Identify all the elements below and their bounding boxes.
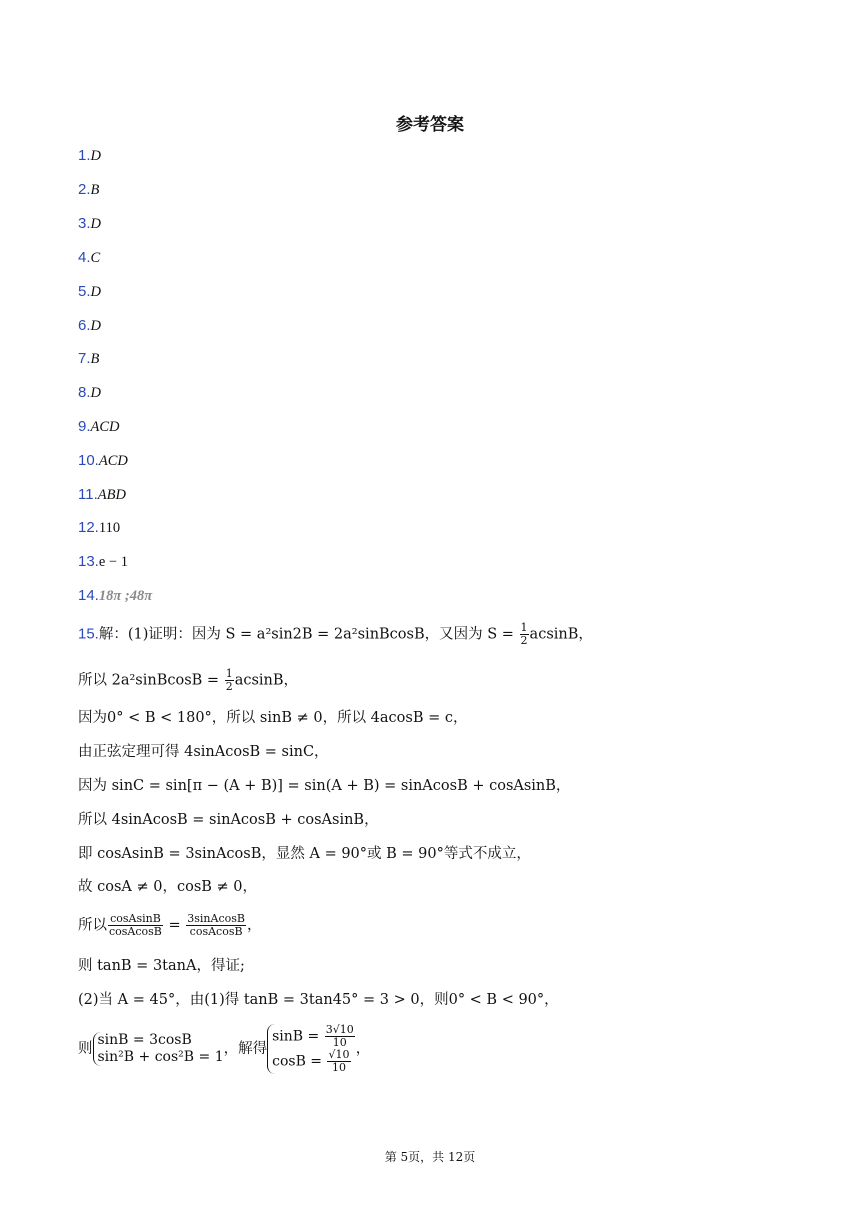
answer-value: e − 1 bbox=[98, 554, 128, 570]
answer-number: 13. bbox=[78, 553, 99, 570]
solution-line: (2)当 A = 45°，由(1)得 tanB = 3tan45° = 3 > 0，则0° < B < 90°， bbox=[78, 992, 559, 1008]
answer-number: 8. bbox=[78, 384, 91, 401]
answer-value: C bbox=[90, 250, 101, 266]
solution-text: 则 bbox=[78, 1041, 93, 1057]
answer-item bbox=[78, 586, 152, 606]
answer-number: 2. bbox=[78, 181, 91, 198]
answer-value: D bbox=[90, 318, 101, 334]
answer-number: 15. bbox=[78, 625, 99, 643]
answer-item bbox=[78, 518, 120, 538]
solution-text: acsinB， bbox=[529, 626, 593, 643]
fraction bbox=[108, 913, 163, 938]
solution-text: 所以 bbox=[78, 917, 107, 934]
answer-number: 5. bbox=[78, 283, 91, 300]
answer-item bbox=[78, 316, 101, 336]
answer-value: B bbox=[90, 351, 100, 367]
answer-item bbox=[78, 451, 128, 471]
answer-value: D bbox=[90, 284, 101, 300]
solution-line: 由正弦定理可得 4sinAcosB = sinC， bbox=[78, 744, 329, 760]
answer-item bbox=[78, 146, 101, 166]
answer-value: ACD bbox=[90, 419, 120, 435]
answer-number: 4. bbox=[78, 249, 91, 266]
answer-item bbox=[78, 417, 120, 437]
equation-system bbox=[93, 1032, 224, 1066]
fraction bbox=[186, 913, 246, 938]
answer-number: 3. bbox=[78, 215, 91, 232]
system-equation: sinB = 3cosB bbox=[97, 1032, 192, 1048]
solution-text: ， bbox=[246, 917, 262, 934]
answer-item bbox=[78, 485, 126, 505]
fraction bbox=[327, 1049, 350, 1074]
answer-item bbox=[78, 282, 101, 302]
fraction bbox=[225, 668, 234, 693]
answer-value: 110 bbox=[98, 520, 121, 536]
fraction-denominator: cosAcosB bbox=[109, 925, 162, 938]
answer-item bbox=[78, 214, 101, 234]
fraction-numerator: cosAsinB bbox=[108, 913, 163, 926]
fraction-numerator: 3√10 bbox=[325, 1023, 354, 1036]
solution-line: 则 tanB = 3tanA，得证; bbox=[78, 958, 245, 974]
answer-value: B bbox=[90, 182, 100, 198]
solution-line: 所以 4sinAcosB = sinAcosB + cosAsinB， bbox=[78, 812, 379, 828]
answer-number: 11. bbox=[78, 486, 98, 503]
fraction-denominator: 10 bbox=[331, 1061, 346, 1074]
fraction-numerator: 1 bbox=[520, 621, 528, 634]
answer-value: 18π ;48π bbox=[98, 588, 153, 604]
answer-number: 6. bbox=[78, 317, 91, 334]
answer-item bbox=[78, 383, 101, 403]
answer-value: D bbox=[90, 216, 101, 232]
answer-value: ACD bbox=[98, 453, 128, 469]
solution-text: acsinB， bbox=[234, 672, 299, 689]
answer-item bbox=[78, 180, 99, 200]
fraction-numerator: 3sinAcosB bbox=[187, 912, 245, 925]
solution-line: 因为0° < B < 180°，所以 sinB ≠ 0，所以 4acosB = c， bbox=[78, 710, 468, 726]
fraction-denominator: 10 bbox=[332, 1036, 347, 1049]
solution-line bbox=[78, 622, 593, 647]
solution-equation bbox=[272, 1024, 356, 1049]
answer-number: 9. bbox=[78, 418, 91, 435]
fraction-denominator: cosAcosB bbox=[189, 925, 243, 938]
page-title: 参考答案 bbox=[396, 115, 464, 135]
solution-system bbox=[267, 1024, 356, 1074]
solution-line bbox=[78, 913, 261, 938]
answer-item bbox=[78, 248, 100, 268]
fraction-denominator: 2 bbox=[520, 634, 528, 647]
fraction-denominator: 2 bbox=[225, 680, 233, 693]
answer-value: D bbox=[90, 385, 101, 401]
page-footer: 第 5页，共 12页 bbox=[384, 1150, 476, 1164]
answer-number: 10. bbox=[78, 452, 99, 469]
solution-line: 故 cosA ≠ 0，cosB ≠ 0， bbox=[78, 879, 258, 895]
solution-text: 解：(1)证明：因为 S = a²sin2B = 2a²sinBcosB，又因为 S = bbox=[98, 626, 519, 643]
solution-line: 因为 sinC = sin[π − (A + B)] = sin(A + B) = sinAcosB + cosAsinB， bbox=[78, 778, 571, 794]
answer-value: D bbox=[90, 148, 101, 164]
fraction-numerator: √10 bbox=[328, 1048, 350, 1061]
solution-text: cosB = bbox=[272, 1053, 327, 1070]
equals-sign: = bbox=[163, 917, 186, 934]
answer-item bbox=[78, 349, 99, 369]
solution-text: 所以 2a²sinBcosB = bbox=[78, 672, 224, 689]
answer-number: 14. bbox=[78, 587, 99, 604]
solution-text: sinB = bbox=[272, 1028, 324, 1045]
fraction bbox=[325, 1024, 355, 1049]
solution-text: ， bbox=[355, 1041, 371, 1057]
answer-number: 12. bbox=[78, 519, 99, 536]
answer-item bbox=[78, 552, 128, 572]
solution-text: ，解得 bbox=[223, 1041, 268, 1057]
solution-line bbox=[78, 1024, 370, 1074]
solution-equation bbox=[272, 1049, 356, 1074]
system-equation: sin²B + cos²B = 1 bbox=[97, 1049, 224, 1065]
answer-number: 1. bbox=[78, 147, 91, 164]
fraction-numerator: 1 bbox=[225, 667, 233, 680]
answer-number: 7. bbox=[78, 350, 91, 367]
fraction bbox=[520, 622, 529, 647]
solution-line bbox=[78, 668, 298, 693]
answer-value: ABD bbox=[97, 487, 126, 503]
solution-line: 即 cosAsinB = 3sinAcosB，显然 A = 90°或 B = 90°等式不成立， bbox=[78, 846, 531, 862]
